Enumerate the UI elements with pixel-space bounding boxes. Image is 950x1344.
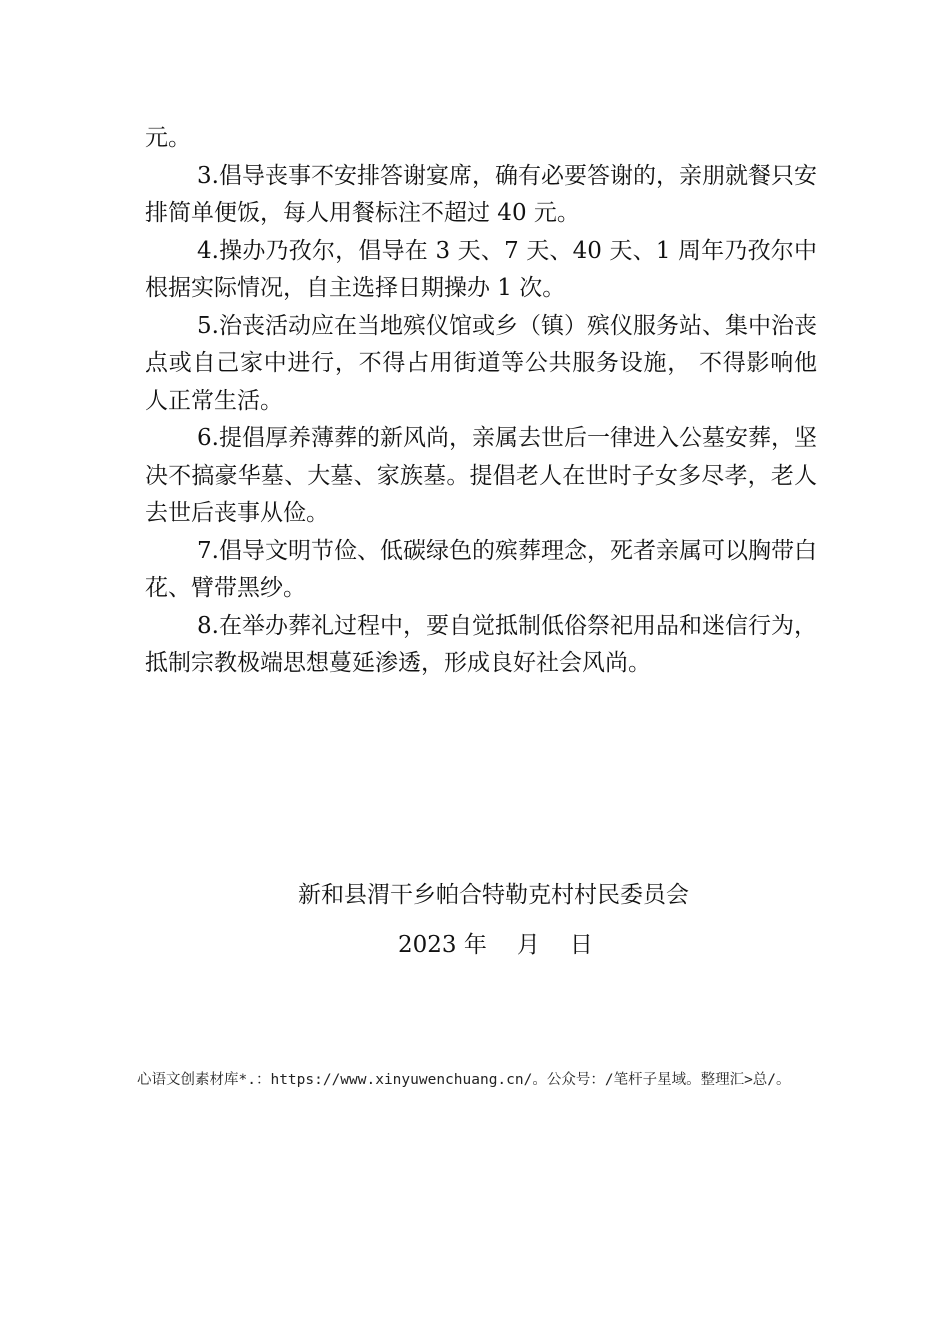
article-item-4: 4.操办乃孜尔，倡导在 3 天、7 天、40 天、1 周年乃孜尔中根据实际情况，自主选择日期操办 1 次。 <box>145 237 817 301</box>
continuation-text: 元。 <box>145 125 191 151</box>
article-item-5: 5.治丧活动应在当地殡仪馆或乡（镇）殡仪服务站、集中治丧点或自己家中进行，不得占用街道等公共服务设施， 不得影响他人正常生活。 <box>145 312 817 414</box>
signature-month: 月 <box>516 932 540 958</box>
document-body <box>145 120 817 683</box>
signature-date <box>398 930 593 960</box>
article-item-7: 7.倡导文明节俭、低碳绿色的殡葬理念，死者亲属可以胸带白花、臂带黑纱。 <box>145 537 817 601</box>
article-item-6: 6.提倡厚养薄葬的新风尚，亲属去世后一律进入公墓安葬，坚决不搞豪华墓、大墓、家族墓。提倡老人在世时子女多尽孝，老人去世后丧事从俭。 <box>145 425 817 526</box>
article-item-8: 8.在举办葬礼过程中，要自觉抵制低俗祭祀用品和迷信行为，抵制宗教极端思想蔓延渗透，形成良好社会风尚。 <box>145 612 817 676</box>
signature-year: 2023 年 <box>398 932 487 958</box>
signature-organization: 新和县渭干乡帕合特勒克村村民委员会 <box>298 882 689 908</box>
source-footer: 心语文创素材库*.：https://www.xinyuwenchuang.cn/。公众号：/笔杆子星域。整理汇>总/。 <box>137 1072 791 1088</box>
signature-day: 日 <box>569 932 593 958</box>
article-item-3: 3.倡导丧事不安排答谢宴席，确有必要答谢的，亲朋就餐只安排简单便饭，每人用餐标注不超过 40 元。 <box>145 162 817 226</box>
